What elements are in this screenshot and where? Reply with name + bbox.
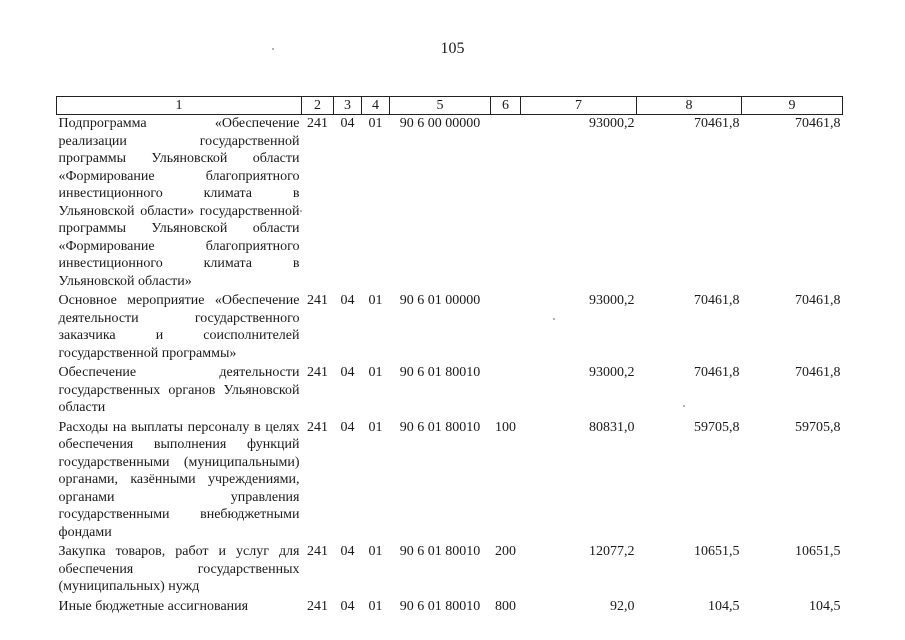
row-c8: 70461,8	[694, 365, 740, 380]
row-c6: 200	[495, 544, 516, 559]
row-c9: 70461,8	[795, 365, 841, 380]
row-c8: 104,5	[708, 598, 740, 614]
row-c7: 93000,2	[589, 293, 635, 308]
row-c4: 01	[368, 293, 383, 308]
page-number: 105	[440, 40, 465, 57]
row-c2: 241	[307, 598, 328, 614]
table-row	[57, 598, 843, 618]
row-c4: 01	[368, 544, 383, 559]
row-c6	[491, 364, 521, 419]
row-name: Иные бюджетные ассигнования	[58, 598, 249, 614]
row-name: Основное мероприятие «Обеспечение деятельности государственного заказчика и соисполнителей государственной программы»	[58, 293, 300, 361]
row-name: Закупка товаров, работ и услуг для обеспечения государственных (муниципальных) нужд	[58, 544, 300, 594]
row-c8: 59705,8	[694, 419, 740, 435]
header-col-3: 3	[334, 97, 362, 115]
row-c3: 04	[340, 544, 355, 559]
row-c2: 241	[307, 365, 328, 380]
row-c2: 241	[307, 293, 328, 308]
row-c4: 01	[368, 419, 383, 435]
row-name: Расходы на выплаты персоналу в целях обеспечения выполнения функций государственными (муниципальными) органами, казёнными учреждениями, органами управления государственными внебюджетными фондами	[58, 419, 300, 540]
row-c6	[491, 115, 521, 293]
row-c4: 01	[368, 116, 383, 131]
row-c9: 70461,8	[795, 116, 841, 131]
row-c7: 93000,2	[589, 365, 635, 380]
row-name: Обеспечение деятельности государственных органов Ульяновской области	[58, 365, 300, 415]
row-c2: 241	[307, 544, 328, 559]
row-c3: 04	[340, 598, 355, 614]
row-c2: 241	[307, 419, 328, 435]
scan-speck	[683, 405, 685, 407]
table-row	[57, 543, 843, 598]
row-c6: 800	[495, 598, 516, 614]
row-c3: 04	[340, 293, 355, 308]
header-col-2: 2	[302, 97, 334, 115]
row-c9: 10651,5	[795, 544, 841, 559]
row-c7: 93000,2	[589, 116, 635, 131]
row-c4: 01	[368, 598, 383, 614]
scan-speck	[553, 318, 555, 320]
table-row	[57, 292, 843, 364]
header-col-1: 1	[57, 97, 302, 115]
row-c5: 90 6 01 80010	[399, 598, 481, 614]
row-c6: 100	[495, 419, 516, 435]
row-c8: 10651,5	[694, 544, 740, 559]
header-col-7: 7	[521, 97, 637, 115]
table-row	[57, 419, 843, 544]
header-col-6: 6	[491, 97, 521, 115]
row-c8: 70461,8	[694, 293, 740, 308]
row-c8: 70461,8	[694, 116, 740, 131]
header-col-5: 5	[390, 97, 491, 115]
table-row	[57, 115, 843, 293]
row-c2: 241	[307, 116, 328, 131]
row-c5: 90 6 01 00000	[399, 293, 481, 308]
row-c9: 70461,8	[795, 293, 841, 308]
row-c3: 04	[340, 419, 355, 435]
header-col-8: 8	[637, 97, 742, 115]
row-c5: 90 6 01 80010	[399, 419, 481, 435]
row-name: Подпрограмма «Обеспечение реализации государственной программы Ульяновской области «Формирование благоприятного инвестиционного климата в Ульяновской области» государственной программы Ульяновской области «Формирование благоприятного инвестиционного климата в Ульяновской области»	[58, 116, 300, 289]
table-row	[57, 364, 843, 419]
row-c9: 104,5	[809, 598, 841, 614]
row-c7: 12077,2	[589, 544, 635, 559]
budget-table	[56, 96, 843, 617]
header-col-9: 9	[742, 97, 843, 115]
row-c5: 90 6 01 80010	[399, 365, 481, 380]
row-c3: 04	[340, 365, 355, 380]
row-c4: 01	[368, 365, 383, 380]
scan-speck	[272, 48, 274, 50]
row-c9: 59705,8	[795, 419, 841, 435]
row-c3: 04	[340, 116, 355, 131]
row-c6	[491, 292, 521, 364]
header-row	[57, 97, 843, 115]
scan-speck	[300, 210, 302, 212]
row-c7: 92,0	[610, 598, 635, 614]
row-c5: 90 6 00 00000	[399, 116, 481, 131]
header-col-4: 4	[362, 97, 390, 115]
row-c7: 80831,0	[589, 419, 635, 435]
row-c5: 90 6 01 80010	[399, 544, 481, 559]
